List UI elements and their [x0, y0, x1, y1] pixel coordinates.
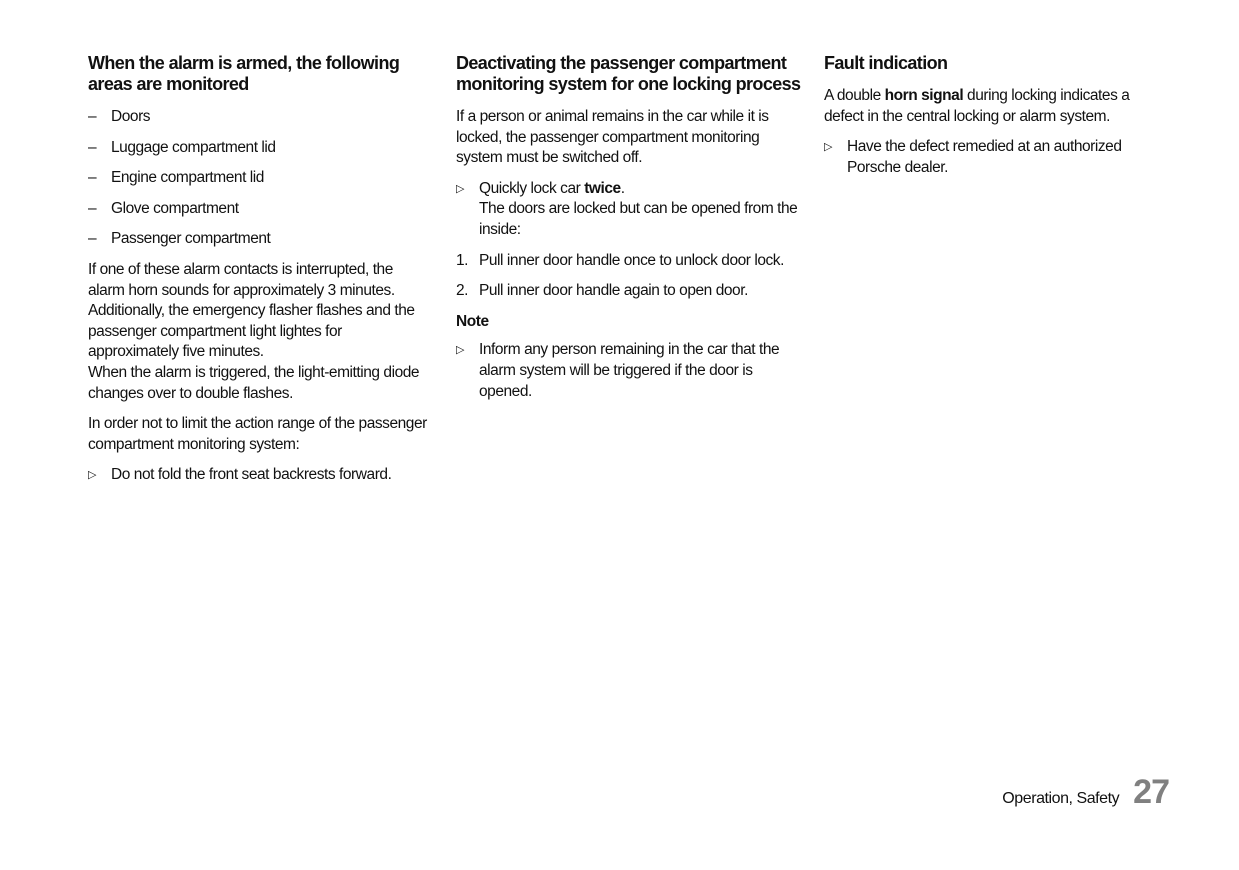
- led-description-text: When the alarm is triggered, the light-emitting diode changes over to double flashes.: [88, 363, 420, 402]
- instruction-text: Quickly lock car: [479, 179, 585, 197]
- step-number: 1.: [456, 251, 469, 269]
- instruction-subtext: The doors are locked but can be opened from the inside:: [479, 200, 798, 238]
- fault-text: A double: [824, 87, 885, 104]
- heading-deactivating: Deactivating the passenger compartment monitoring system for one locking process: [456, 53, 801, 94]
- instruction-item: [88, 465, 433, 486]
- triangle-bullet-icon: ▷: [88, 469, 97, 482]
- emphasis-twice: twice: [584, 179, 621, 197]
- step-item: [456, 281, 801, 302]
- deactivating-paragraph: If a person or animal remains in the car while it is locked, the passenger compartment monitoring system must be switched off.: [456, 108, 769, 167]
- instruction-text: Have the defect remedied at an authorized Porsche dealer.: [847, 138, 1122, 176]
- column-deactivating: [456, 53, 801, 412]
- note-label: Note: [456, 312, 489, 330]
- step-item: [456, 251, 801, 272]
- section-title: Operation, Safety: [1002, 790, 1120, 807]
- instruction-item: [824, 137, 1169, 178]
- list-item: – Engine compartment lid: [88, 168, 433, 189]
- page-footer: [1002, 773, 1169, 811]
- list-item: – Passenger compartment: [88, 229, 433, 250]
- triangle-bullet-icon: ▷: [456, 344, 465, 357]
- note-text: Inform any person remaining in the car that the alarm system will be triggered if the door is opened.: [479, 341, 780, 400]
- note-item: [456, 340, 801, 402]
- action-range-paragraph: In order not to limit the action range of the passenger compartment monitoring system:: [88, 415, 427, 453]
- instruction-text: Do not fold the front seat backrests forward.: [111, 466, 392, 484]
- list-item: – Luggage compartment lid: [88, 138, 433, 159]
- list-item: – Glove compartment: [88, 199, 433, 220]
- alarm-description-text: If one of these alarm contacts is interrupted, the alarm horn sounds for approximately 3 minutes. Additionally, the emergency flasher flashes and the passenger compartment light lightes for approximately five minutes.: [88, 260, 415, 361]
- heading-fault-indication: Fault indication: [824, 53, 948, 73]
- step-text: Pull inner door handle once to unlock door lock.: [479, 251, 784, 269]
- fault-paragraph: [824, 86, 1169, 127]
- triangle-bullet-icon: ▷: [824, 141, 833, 154]
- list-item: – Doors: [88, 107, 433, 128]
- fault-text-end: during locking indicates a defect in the central locking or alarm system.: [824, 87, 1130, 125]
- instruction-text-end: .: [620, 179, 625, 197]
- page-number: 27: [1133, 773, 1169, 811]
- alarm-description: [88, 260, 433, 404]
- triangle-bullet-icon: ▷: [456, 182, 465, 195]
- instruction-item: [456, 179, 801, 241]
- heading-alarm-areas: When the alarm is armed, the following areas are monitored: [88, 53, 400, 94]
- step-text: Pull inner door handle again to open door.: [479, 282, 748, 300]
- emphasis-horn-signal: horn signal: [884, 87, 964, 104]
- step-number: 2.: [456, 282, 469, 300]
- column-alarm-areas: [88, 53, 433, 496]
- column-fault-indication: [824, 53, 1169, 188]
